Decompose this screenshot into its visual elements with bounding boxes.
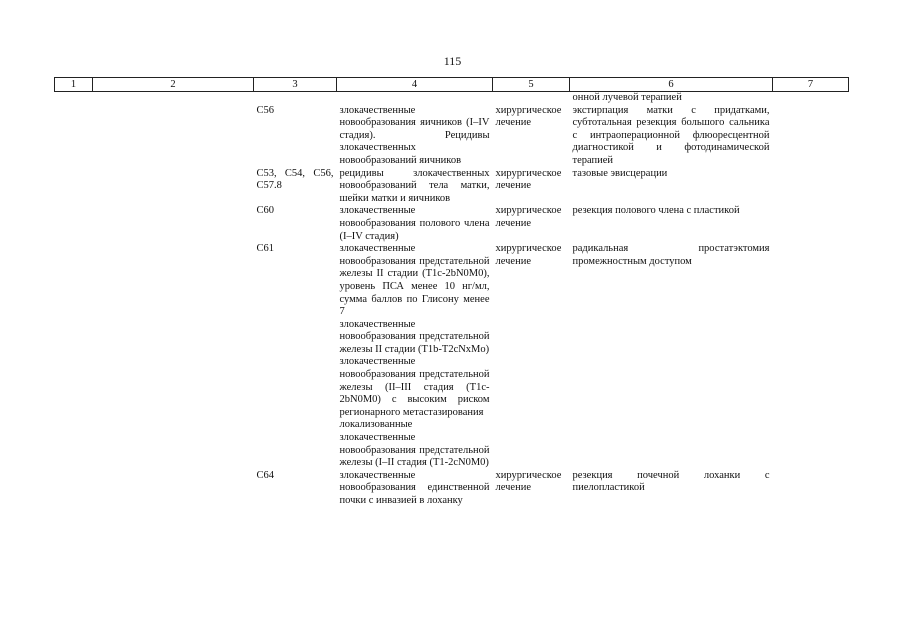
table-row [55, 470, 849, 508]
diagnosis-cell: злокачественные новообразования единственной почки с инвазией в лоханку [339, 469, 490, 506]
diagnosis-paragraph: злокачественные новообразования предстательной железы II стадии (T1c-2bN0M0), уровень ПСА менее 10 нг/мл, сумма баллов по Глисону менее 7 [339, 243, 490, 318]
method-cell: экстирпация матки с придатками, субтотальная резекция большого сальника с интраоперационной флюоресцентной диагностикой и фотодинамической терапией [572, 104, 770, 166]
diagnosis-cell: рецидивы злокачественных новообразований тела матки, шейки матки и яичников [339, 167, 490, 204]
method-cell: радикальная простатэктомия промежностным доступом [572, 243, 770, 267]
method-cell: резекция полового члена с пластикой [572, 205, 740, 217]
code-cell: C56 [256, 104, 275, 116]
table-row [55, 243, 849, 470]
code-cell: C61 [256, 243, 275, 255]
diagnosis-cell: злокачественные новообразования яичников (I–IV стадия). Рецидивы злокачественных новообразований яичников [339, 104, 490, 166]
treatment-cell: хирургическое лечение [495, 469, 562, 494]
treatment-cell: хирургическое лечение [495, 167, 562, 192]
method-cell: резекция почечной лоханки с пиелопластикой [572, 469, 770, 494]
diagnosis-paragraph: локализованные злокачественные новообразования предстательной железы (I–II стадия (T1-2cN0M0) [339, 419, 490, 469]
diagnosis-paragraph: злокачественные новообразования предстательной железы II стадии (T1b-T2cNxMo) [339, 318, 490, 355]
code-cell: C53, C54, C56, C57.8 [256, 167, 334, 192]
code-cell: C60 [256, 205, 275, 217]
procedures-table [54, 77, 849, 508]
diagnosis-cell: злокачественные новообразования полового члена (I–IV стадия) [339, 205, 490, 242]
column-number: 4 [337, 78, 493, 92]
code-cell: C64 [256, 469, 275, 481]
method-cell: тазовые эвисцерации [572, 167, 668, 179]
table-row [55, 105, 849, 168]
page-number: 115 [443, 54, 462, 68]
table-row [55, 205, 849, 243]
diagnosis-cell [337, 243, 493, 470]
treatment-cell: хирургическое лечение [495, 205, 562, 229]
column-number: 7 [773, 78, 849, 92]
treatment-cell: хирургическое лечение [495, 104, 562, 129]
treatment-cell: хирургическое лечение [495, 243, 562, 267]
table-row [55, 168, 849, 206]
column-number: 1 [55, 78, 93, 92]
continuation-row [55, 92, 849, 105]
method-cell: онной лучевой терапией [572, 92, 682, 103]
diagnosis-paragraph: злокачественные новообразования предстательной железы (II–III стадия (T1c-2bN0M0) с высоким риском регионарного метастазирования [339, 356, 490, 418]
column-number-row [55, 78, 849, 92]
column-number: 3 [254, 78, 337, 92]
column-number: 2 [93, 78, 254, 92]
column-number: 5 [493, 78, 570, 92]
column-number: 6 [570, 78, 773, 92]
